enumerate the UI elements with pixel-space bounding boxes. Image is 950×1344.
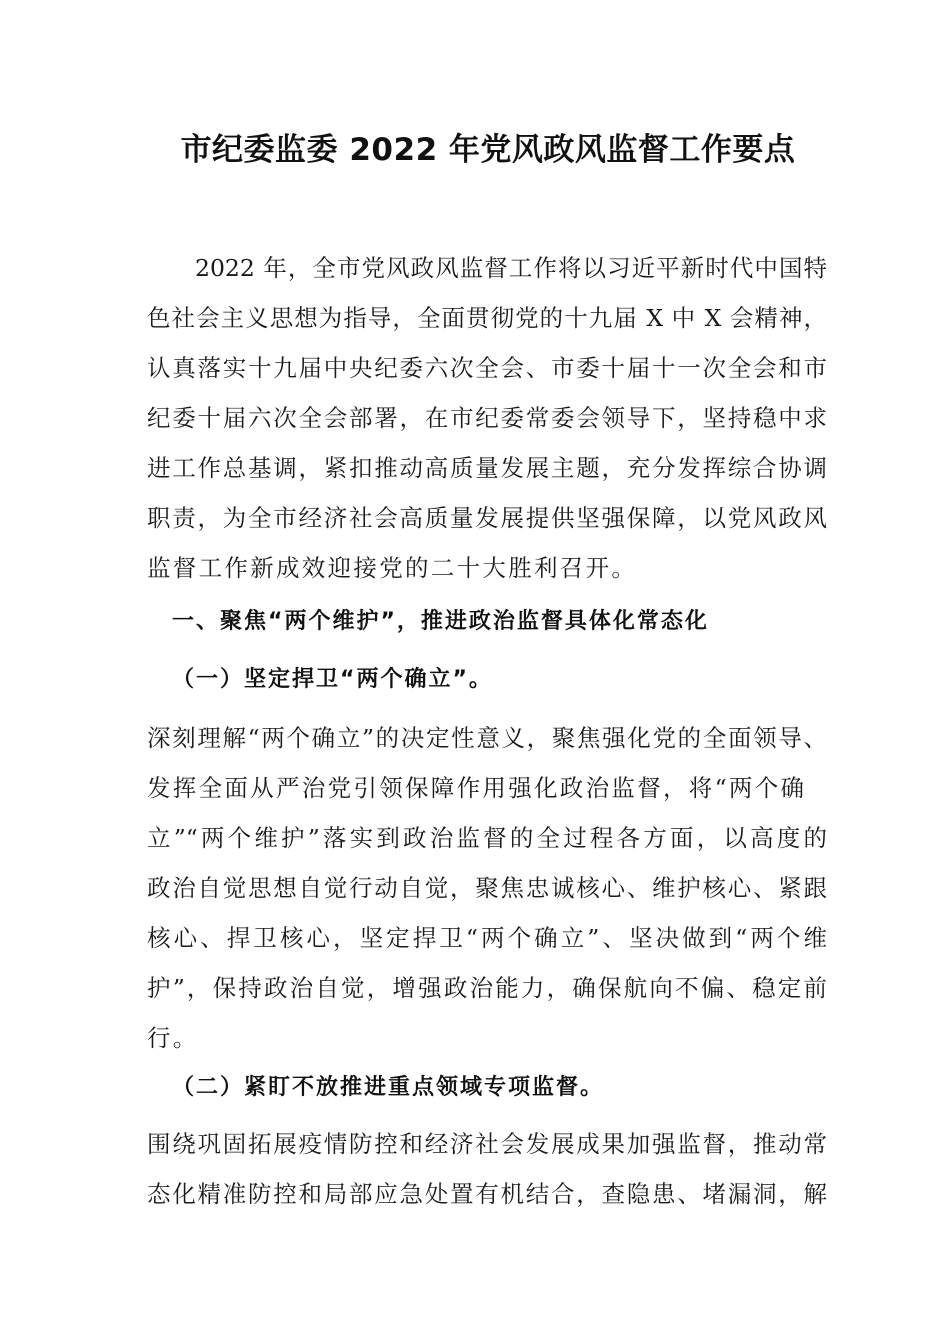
body-line: 核心、捍卫核心，坚定捍卫“两个确立”、坚决做到“两个维 (147, 924, 827, 952)
intro-line: 2022 年，全市党风政风监督工作将以习近平新时代中国特 (195, 254, 827, 282)
subsection-heading: （二）紧盯不放推进重点领域专项监督。 (172, 1075, 605, 1100)
body-line: 围绕巩固拓展疫情防控和经济社会发展成果加强监督，推动常 (147, 1130, 827, 1158)
body-line: 深刻理解“两个确立”的决定性意义，聚焦强化党的全面领导、 (147, 724, 827, 752)
body-line: 政治自觉思想自觉行动自觉，聚焦忠诚核心、维护核心、紧跟 (147, 874, 827, 902)
intro-line: 职责，为全市经济社会高质量发展提供坚强保障，以党风政风 (147, 504, 827, 532)
body-line: 态化精准防控和局部应急处置有机结合，查隐患、堵漏洞，解 (147, 1180, 827, 1208)
body-line: 发挥全面从严治党引领保障作用强化政治监督，将“两个确 (147, 774, 807, 802)
subsection-heading: （一）坚定捍卫“两个确立”。 (172, 667, 493, 692)
intro-line: 色社会主义思想为指导，全面贯彻党的十九届 X 中 X 会精神， (147, 304, 827, 332)
intro-line: 监督工作新成效迎接党的二十大胜利召开。 (147, 554, 638, 582)
body-line: 立”“两个维护”落实到政治监督的全过程各方面，以高度的 (147, 824, 827, 852)
intro-line: 进工作总基调，紧扣推动高质量发展主题，充分发挥综合协调 (147, 454, 827, 482)
intro-line: 纪委十届六次全会部署，在市纪委常委会领导下，坚持稳中求 (147, 404, 827, 432)
body-line: 行。 (147, 1024, 199, 1052)
body-line: 护”，保持政治自觉，增强政治能力，确保航向不偏、稳定前 (147, 974, 827, 1002)
section-heading: 一、聚焦“两个维护”，推进政治监督具体化常态化 (172, 609, 709, 634)
intro-line: 认真落实十九届中央纪委六次全会、市委十届十一次全会和市 (147, 354, 827, 382)
document-title: 市纪委监委 2022 年党风政风监督工作要点 (180, 132, 796, 168)
